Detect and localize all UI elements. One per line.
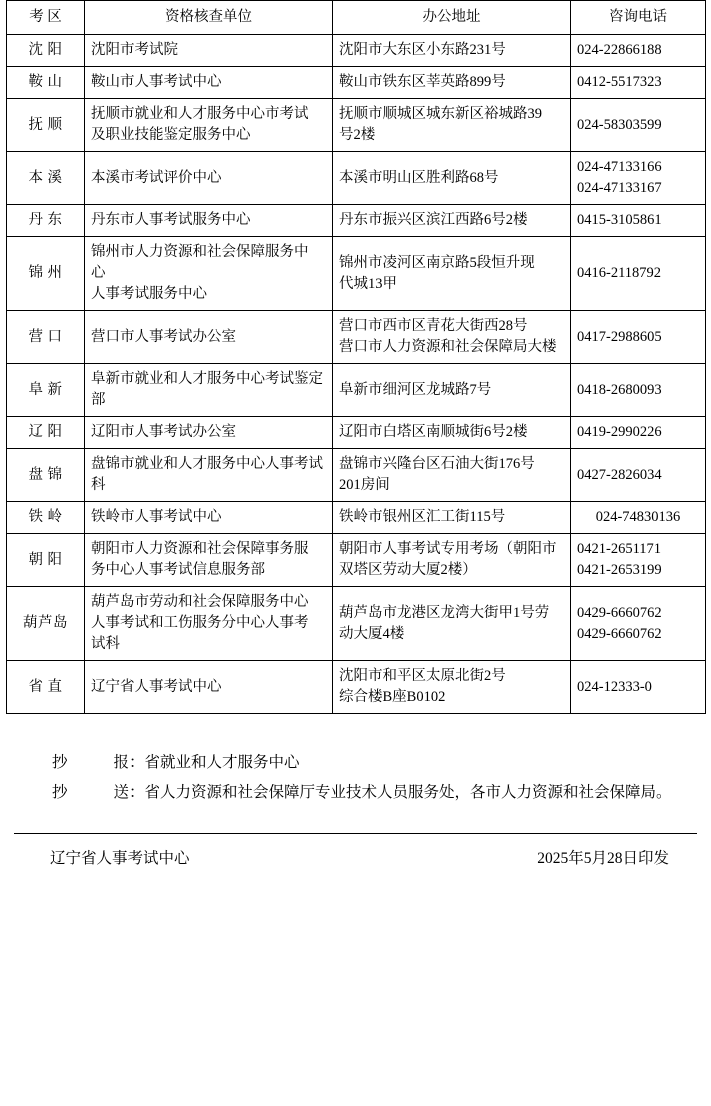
cell-unit: 鞍山市人事考试中心 xyxy=(85,67,333,99)
cell-unit: 本溪市考试评价中心 xyxy=(85,152,333,205)
table-row xyxy=(7,587,706,661)
table-row xyxy=(7,67,706,99)
cell-address: 沈阳市大东区小东路231号 xyxy=(333,35,571,67)
cell-address: 辽阳市白塔区南顺城街6号2楼 xyxy=(333,417,571,449)
cell-phone: 0419-2990226 xyxy=(571,417,706,449)
table-row xyxy=(7,417,706,449)
cell-phone: 0417-2988605 xyxy=(571,311,706,364)
cell-unit: 朝阳市人力资源和社会保障事务服 务中心人事考试信息服务部 xyxy=(85,534,333,587)
column-header-phone: 咨询电话 xyxy=(571,1,706,35)
cell-region: 朝 阳 xyxy=(7,534,85,587)
cell-address: 鞍山市铁东区莘英路899号 xyxy=(333,67,571,99)
cell-region: 盘 锦 xyxy=(7,449,85,502)
cell-region: 本 溪 xyxy=(7,152,85,205)
table-row xyxy=(7,502,706,534)
cc-send-line xyxy=(14,778,697,807)
table-body xyxy=(7,35,706,714)
cell-region: 沈 阳 xyxy=(7,35,85,67)
table-row xyxy=(7,311,706,364)
cell-region: 抚 顺 xyxy=(7,99,85,152)
cell-unit: 葫芦岛市劳动和社会保障服务中心 人事考试和工伤服务分中心人事考 试科 xyxy=(85,587,333,661)
cell-unit: 沈阳市考试院 xyxy=(85,35,333,67)
cell-unit: 丹东市人事考试服务中心 xyxy=(85,205,333,237)
cell-unit: 营口市人事考试办公室 xyxy=(85,311,333,364)
cell-phone: 0421-2651171 0421-2653199 xyxy=(571,534,706,587)
table-row xyxy=(7,205,706,237)
cell-unit: 阜新市就业和人才服务中心考试鉴定部 xyxy=(85,364,333,417)
cell-phone: 0416-2118792 xyxy=(571,237,706,311)
footer-date: 2025年5月28日印发 xyxy=(537,850,669,868)
cell-address: 丹东市振兴区滨江西路6号2楼 xyxy=(333,205,571,237)
cell-phone: 024-12333-0 xyxy=(571,661,706,714)
column-header-region: 考 区 xyxy=(7,1,85,35)
cell-phone: 024-58303599 xyxy=(571,99,706,152)
table-header xyxy=(7,1,706,35)
cell-unit: 铁岭市人事考试中心 xyxy=(85,502,333,534)
cell-unit: 抚顺市就业和人才服务中心市考试 及职业技能鉴定服务中心 xyxy=(85,99,333,152)
cc-report-label: 抄 xyxy=(52,754,68,772)
cell-phone: 0418-2680093 xyxy=(571,364,706,417)
exam-region-table xyxy=(6,0,706,714)
cell-phone: 024-22866188 xyxy=(571,35,706,67)
cell-region: 鞍 山 xyxy=(7,67,85,99)
table-row xyxy=(7,449,706,502)
cell-address: 盘锦市兴隆台区石油大街176号 201房间 xyxy=(333,449,571,502)
table-row xyxy=(7,534,706,587)
cc-send-word: 送： xyxy=(113,783,145,801)
cell-phone: 0415-3105861 xyxy=(571,205,706,237)
cell-phone: 0412-5517323 xyxy=(571,67,706,99)
table-header-row xyxy=(7,1,706,35)
cell-address: 沈阳市和平区太原北街2号 综合楼B座B0102 xyxy=(333,661,571,714)
cell-address: 阜新市细河区龙城路7号 xyxy=(333,364,571,417)
cell-phone: 024-47133166 024-47133167 xyxy=(571,152,706,205)
cell-region: 营 口 xyxy=(7,311,85,364)
cell-unit: 辽宁省人事考试中心 xyxy=(85,661,333,714)
cc-report-text: 省就业和人才服务中心 xyxy=(144,754,300,772)
cell-region: 葫芦岛 xyxy=(7,587,85,661)
cell-region: 辽 阳 xyxy=(7,417,85,449)
document-footer xyxy=(6,834,705,868)
cell-unit: 盘锦市就业和人才服务中心人事考试科 xyxy=(85,449,333,502)
table-row xyxy=(7,35,706,67)
cell-address: 朝阳市人事考试专用考场（朝阳市 双塔区劳动大厦2楼） xyxy=(333,534,571,587)
cell-address: 营口市西市区青花大街西28号 营口市人力资源和社会保障局大楼 xyxy=(333,311,571,364)
cell-region: 锦 州 xyxy=(7,237,85,311)
cell-phone: 0429-6660762 0429-6660762 xyxy=(571,587,706,661)
cell-region: 省 直 xyxy=(7,661,85,714)
cell-address: 抚顺市顺城区城东新区裕城路39 号2楼 xyxy=(333,99,571,152)
cc-report-line xyxy=(14,748,697,777)
cell-region: 铁 岭 xyxy=(7,502,85,534)
cell-region: 丹 东 xyxy=(7,205,85,237)
footer-issuer: 辽宁省人事考试中心 xyxy=(50,850,190,868)
cell-address: 葫芦岛市龙港区龙湾大街甲1号劳 动大厦4楼 xyxy=(333,587,571,661)
column-header-address: 办公地址 xyxy=(333,1,571,35)
cell-phone: 024-74830136 xyxy=(571,502,706,534)
cell-unit: 辽阳市人事考试办公室 xyxy=(85,417,333,449)
column-header-unit: 资格核查单位 xyxy=(85,1,333,35)
table-row xyxy=(7,152,706,205)
cc-send-label: 抄 xyxy=(52,783,68,801)
cell-address: 锦州市凌河区南京路5段恒升现 代城13甲 xyxy=(333,237,571,311)
cell-region: 阜 新 xyxy=(7,364,85,417)
table-row xyxy=(7,661,706,714)
cell-unit: 锦州市人力资源和社会保障服务中 心 人事考试服务中心 xyxy=(85,237,333,311)
table-row xyxy=(7,99,706,152)
table-row xyxy=(7,237,706,311)
notes-section xyxy=(6,748,705,807)
table-row xyxy=(7,364,706,417)
cell-address: 铁岭市银州区汇工街115号 xyxy=(333,502,571,534)
cc-report-word: 报： xyxy=(113,754,145,772)
cell-phone: 0427-2826034 xyxy=(571,449,706,502)
cc-send-text: 省人力资源和社会保障厅专业技术人员服务处，各市人力资源和社会保障局。 xyxy=(144,783,672,801)
cell-address: 本溪市明山区胜利路68号 xyxy=(333,152,571,205)
